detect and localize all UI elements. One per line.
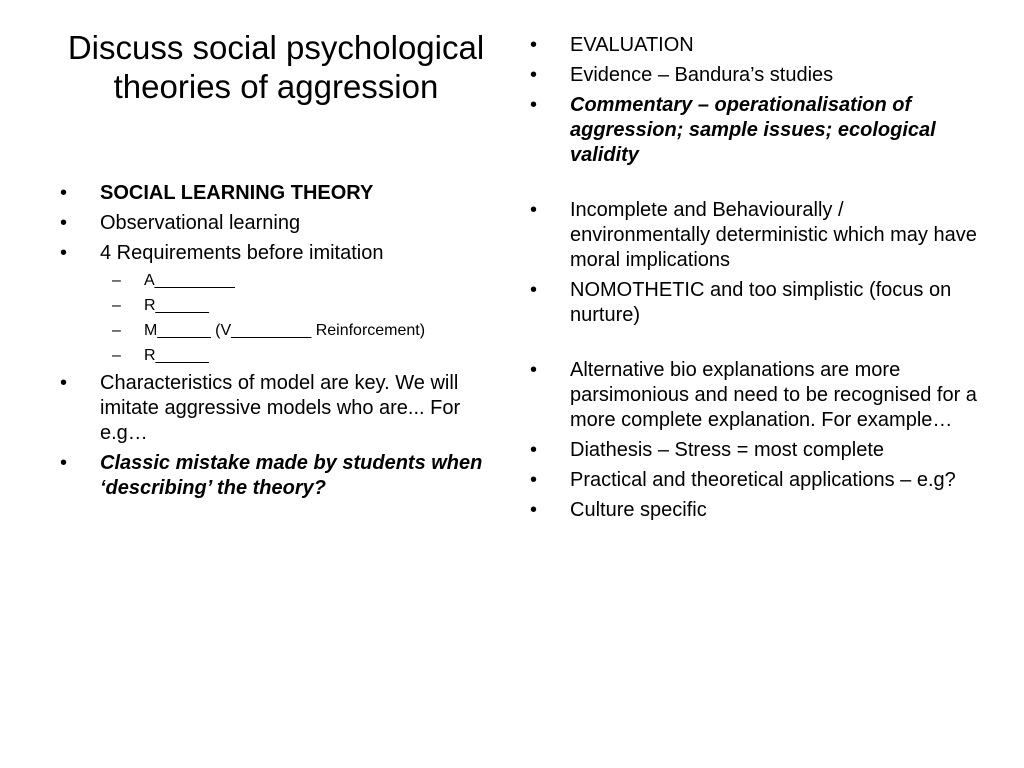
bullet-icon: • xyxy=(530,64,538,86)
list-item-text: Observational learning xyxy=(100,212,301,234)
list-item-text: Practical and theoretical applications – e.g? xyxy=(570,469,956,491)
list-item-text: SOCIAL LEARNING THEORY xyxy=(100,182,374,204)
list-item-text: Commentary – operationalisation of aggression; sample issues; ecological validity xyxy=(570,94,936,166)
dash-icon: – xyxy=(112,272,121,289)
sub-list-item xyxy=(58,296,498,316)
bullet-icon: • xyxy=(60,182,68,204)
list-item xyxy=(528,33,978,58)
bullet-icon: • xyxy=(530,359,538,381)
list-item xyxy=(528,498,978,523)
list-item-text: 4 Requirements before imitation xyxy=(100,242,384,264)
list-item-text: Incomplete and Behaviourally / environmentally deterministic which may have moral implications xyxy=(570,199,977,271)
list-item xyxy=(58,181,498,206)
bullet-icon: • xyxy=(530,34,538,56)
bullet-icon: • xyxy=(60,372,68,394)
list-item xyxy=(528,93,978,168)
list-item-text: Alternative bio explanations are more parsimonious and need to be recognised for a more complete explanation. For example… xyxy=(570,359,977,431)
sub-list-item xyxy=(58,346,498,366)
sub-list-item-text: M______ (V_________ Reinforcement) xyxy=(144,322,426,339)
list-item xyxy=(528,198,978,273)
sub-list-container xyxy=(58,271,498,366)
list-item-text: Diathesis – Stress = most complete xyxy=(570,439,885,461)
list-item xyxy=(528,63,978,88)
sub-list-item xyxy=(58,321,498,341)
list-item-text: Culture specific xyxy=(570,499,707,521)
bullet-icon: • xyxy=(530,199,538,221)
sub-list-item-text: R______ xyxy=(144,297,209,314)
sub-list-item-text: R______ xyxy=(144,347,209,364)
bullet-icon: • xyxy=(530,499,538,521)
bullet-icon: • xyxy=(530,439,538,461)
sub-bullet-list xyxy=(58,271,498,366)
list-item xyxy=(58,241,498,266)
bullet-icon: • xyxy=(530,279,538,301)
left-bullet-list xyxy=(58,181,498,506)
list-item-text: Evidence – Bandura’s studies xyxy=(570,64,834,86)
list-item-text: Characteristics of model are key. We will imitate aggressive models who are... For e.g… xyxy=(100,372,461,444)
list-item xyxy=(528,468,978,493)
sub-list-item xyxy=(58,271,498,291)
list-item xyxy=(528,278,978,328)
right-bullet-list xyxy=(528,33,978,528)
list-item-text: NOMOTHETIC and too simplistic (focus on nurture) xyxy=(570,279,952,326)
list-item xyxy=(58,451,498,501)
bullet-icon: • xyxy=(60,452,68,474)
list-item-text: EVALUATION xyxy=(570,34,694,56)
sub-list-item-text: A_________ xyxy=(144,272,235,289)
dash-icon: – xyxy=(112,297,121,314)
list-item xyxy=(528,358,978,433)
bullet-icon: • xyxy=(60,212,68,234)
list-item xyxy=(58,211,498,236)
bullet-icon: • xyxy=(60,242,68,264)
bullet-icon: • xyxy=(530,469,538,491)
dash-icon: – xyxy=(112,322,121,339)
list-item-text: Classic mistake made by students when ‘describing’ the theory? xyxy=(100,452,483,499)
bullet-icon: • xyxy=(530,94,538,116)
list-item xyxy=(528,438,978,463)
list-item xyxy=(58,371,498,446)
slide-title: Discuss social psychological theories of aggression xyxy=(67,29,485,105)
dash-icon: – xyxy=(112,347,121,364)
